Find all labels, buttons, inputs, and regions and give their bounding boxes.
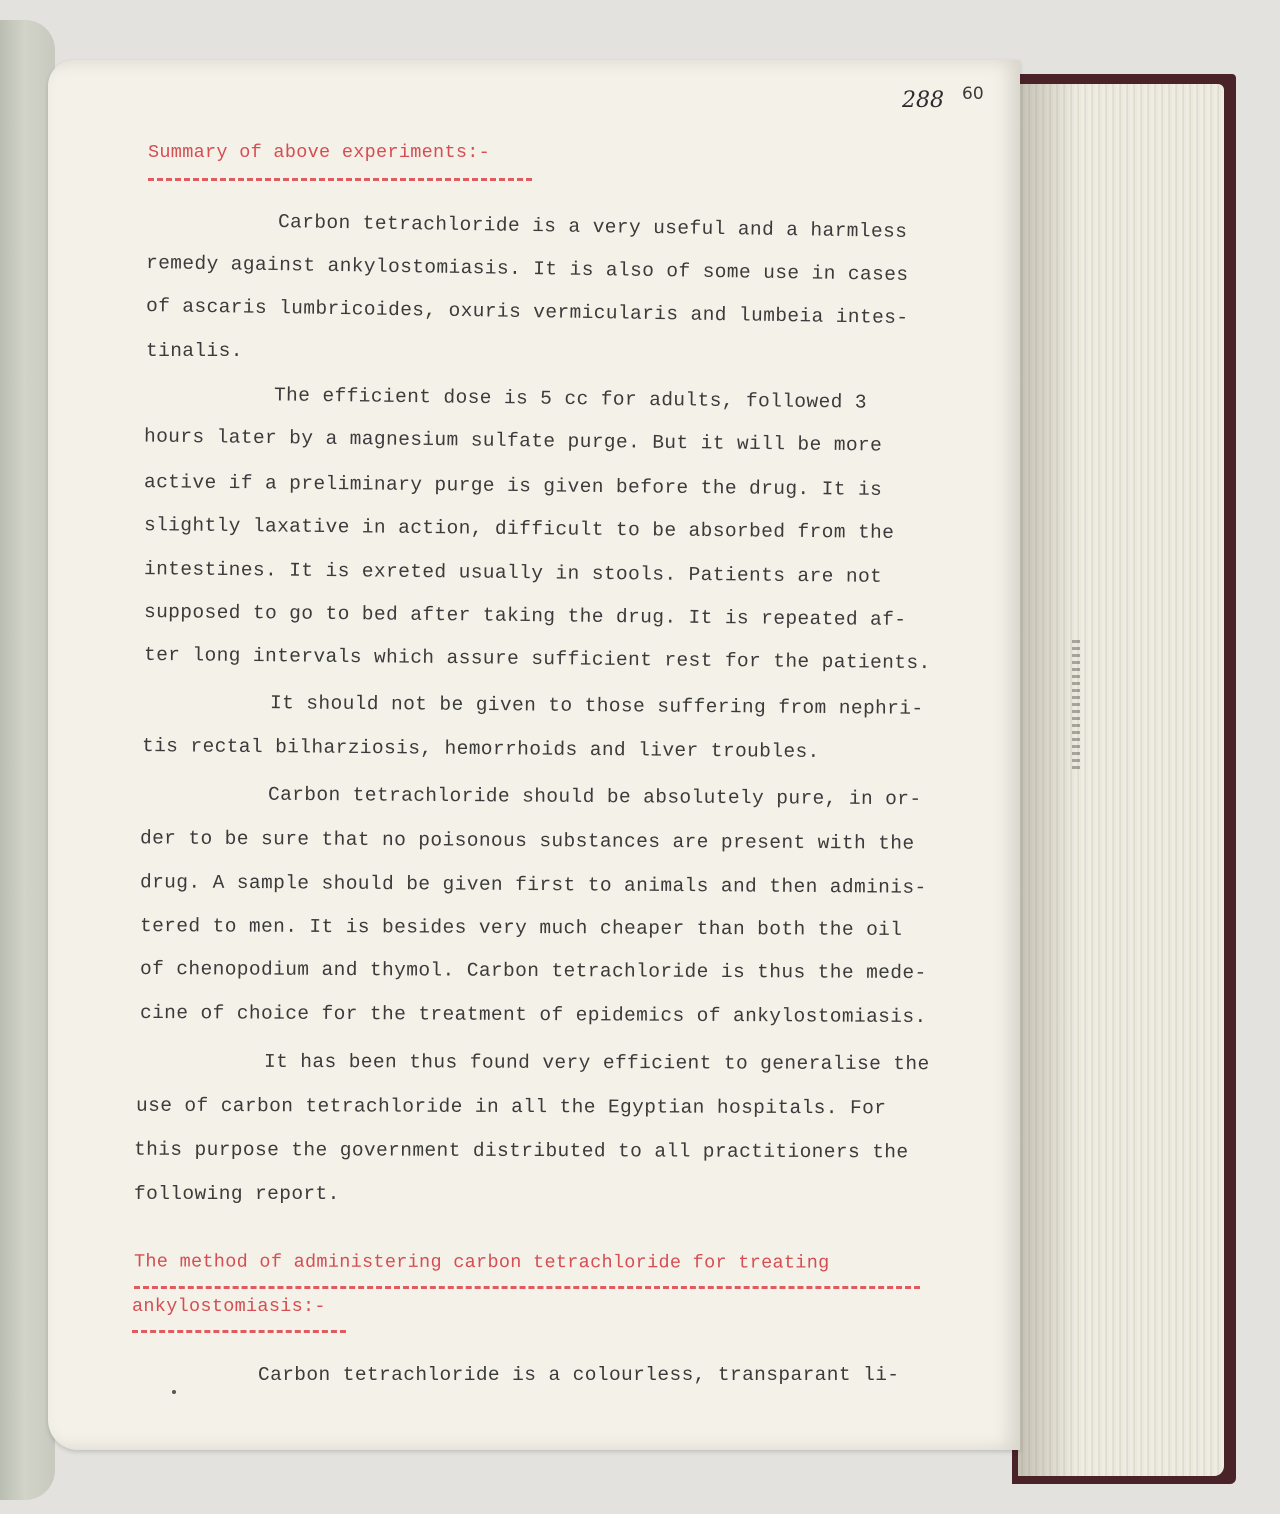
method-heading-underline2 (132, 1330, 346, 1333)
body-line: ter long intervals which assure sufficient rest for the patients. (143, 643, 931, 675)
body-line: It has been thus found very efficient to generalise the (263, 1050, 930, 1076)
body-line-final: Carbon tetrachloride is a colourless, transparant li- (258, 1364, 900, 1386)
body-line: tinalis. (146, 340, 243, 362)
body-line: der to be sure that no poisonous substances are present with the (139, 827, 915, 855)
body-line: tis rectal bilharziosis, hemorrhoids and liver troubles. (141, 735, 820, 763)
body-line: cine of choice for the treatment of epidemics of ankylostomiasis. (139, 1001, 927, 1029)
method-heading-underline1 (134, 1286, 920, 1289)
summary-heading: Summary of above experiments:- (148, 142, 491, 163)
body-line: tered to men. It is besides very much cheaper than both the oil (139, 915, 903, 941)
body-line: drug. A sample should be given first to animals and then adminis- (139, 871, 927, 899)
body-line: active if a preliminary purge is given before the drug. It is (143, 471, 883, 501)
body-line: of ascaris lumbricoides, oxuris vermicularis and lumbeia intes- (145, 295, 909, 329)
body-line: supposed to go to bed after taking the drug. It is repeated af- (143, 601, 907, 631)
method-heading-line2: ankylostomiasis:- (132, 1296, 326, 1317)
body-line: of chenopodium and thymol. Carbon tetrachloride is thus the mede- (139, 957, 927, 985)
body-line: slightly laxative in action, difficult to be absorbed from the (143, 514, 895, 544)
typed-page-number: 60 (962, 84, 984, 104)
body-line: The efficient dose is 5 cc for adults, followed 3 (273, 384, 868, 414)
page-block-shadow (1018, 84, 1078, 1476)
body-line: Carbon tetrachloride should be absolutely pure, in or- (267, 783, 922, 811)
previous-page-edge (0, 20, 55, 1500)
body-line: remedy against ankylostomiasis. It is also of some use in cases (145, 252, 909, 286)
body-line: following report. (134, 1183, 340, 1205)
method-heading-line1: The method of administering carbon tetrachloride for treating (133, 1251, 830, 1274)
ink-dot (172, 1390, 176, 1394)
body-line: use of carbon tetrachloride in all the Egyptian hospitals. For (135, 1094, 887, 1120)
handwritten-page-number: 288 (902, 88, 944, 113)
body-line: this purpose the government distributed to all practitioners the (133, 1138, 909, 1164)
body-line: Carbon tetrachloride is a very useful and a harmless (277, 211, 908, 243)
binding-mark (1072, 640, 1080, 770)
body-line: hours later by a magnesium sulfate purge. But it will be more (143, 425, 883, 457)
body-line: intestines. It is exreted usually in stools. Patients are not (143, 558, 883, 588)
summary-heading-underline (148, 178, 532, 181)
body-line: It should not be given to those suffering from nephri- (269, 692, 924, 720)
